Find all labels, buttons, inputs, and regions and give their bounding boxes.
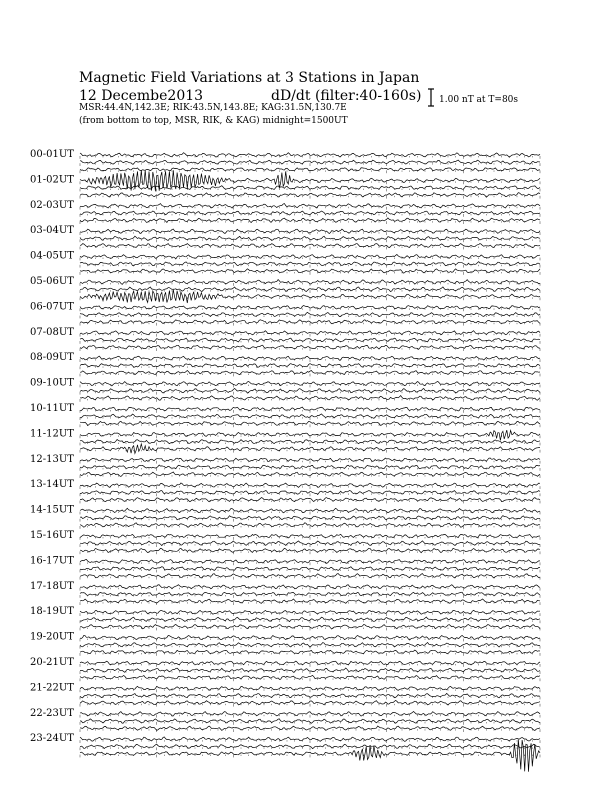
row-label: 22-23UT: [30, 707, 74, 719]
row-label: 16-17UT: [30, 555, 74, 567]
minute-ticks: [80, 577, 540, 580]
minute-ticks: [80, 323, 540, 326]
trace-area: [80, 153, 540, 772]
row-label: 06-07UT: [30, 301, 74, 313]
minute-ticks: [80, 341, 540, 344]
row-label: 04-05UT: [30, 250, 74, 262]
minute-ticks: [80, 392, 540, 395]
minute-ticks: [80, 715, 540, 718]
chart-subtitle: dD/dt (filter:40-160s): [271, 88, 422, 104]
minute-ticks: [80, 359, 540, 362]
minute-ticks: [80, 602, 540, 605]
minute-ticks: [80, 747, 540, 750]
minute-ticks: [80, 163, 540, 166]
minute-ticks: [80, 595, 540, 598]
minute-ticks: [80, 671, 540, 674]
scale-bar: [428, 89, 434, 106]
minute-ticks: [80, 334, 540, 337]
minute-ticks: [80, 189, 540, 192]
minute-ticks: [80, 207, 540, 210]
minute-ticks: [80, 258, 540, 261]
minute-ticks: [80, 399, 540, 402]
minute-ticks: [80, 501, 540, 504]
minute-ticks: [80, 729, 540, 732]
row-labels: [30, 149, 74, 744]
minute-ticks: [80, 519, 540, 522]
row-label: 00-01UT: [30, 149, 74, 160]
minute-ticks: [80, 468, 540, 471]
scale-bar-label: 1.00 nT at T=80s: [439, 95, 519, 105]
minute-ticks: [80, 628, 540, 631]
row-label: 02-03UT: [30, 199, 74, 211]
minute-ticks: [80, 308, 540, 311]
minute-ticks: [80, 570, 540, 573]
minute-ticks: [80, 410, 540, 413]
minute-ticks: [80, 493, 540, 496]
minute-ticks: [80, 385, 540, 388]
minute-ticks: [80, 265, 540, 268]
minute-ticks: [80, 740, 540, 743]
minute-ticks: [80, 297, 540, 300]
minute-ticks: [80, 678, 540, 681]
minute-ticks: [80, 562, 540, 565]
minute-ticks: [80, 620, 540, 623]
minute-ticks: [80, 537, 540, 540]
station-coordinates: MSR:44.4N,142.3E; RIK:43.5N,143.8E; KAG:31.5N,130.7E: [79, 103, 347, 113]
minute-ticks: [80, 247, 540, 250]
minute-ticks: [80, 551, 540, 554]
minute-ticks: [80, 272, 540, 275]
minute-ticks: [80, 366, 540, 369]
minute-ticks: [80, 443, 540, 446]
minute-ticks: [80, 221, 540, 224]
minute-ticks: [80, 526, 540, 529]
row-label: 03-04UT: [30, 225, 74, 237]
minute-ticks: [80, 348, 540, 351]
minute-ticks: [80, 646, 540, 649]
minute-ticks: [80, 374, 540, 377]
row-label: 12-13UT: [30, 453, 74, 465]
chart-date: 12 Decembe2013: [79, 88, 204, 104]
minute-ticks: [80, 232, 540, 235]
row-label: 07-08UT: [30, 326, 74, 338]
minute-ticks: [80, 639, 540, 642]
row-label: 09-10UT: [30, 377, 74, 389]
minute-ticks: [80, 664, 540, 667]
row-label: 19-20UT: [30, 631, 74, 643]
minute-ticks: [80, 697, 540, 700]
minute-ticks: [80, 486, 540, 489]
minute-ticks: [80, 689, 540, 692]
minute-ticks: [80, 461, 540, 464]
minute-ticks: [80, 424, 540, 427]
minute-ticks: [80, 196, 540, 199]
minute-ticks: [80, 316, 540, 319]
row-label: 14-15UT: [30, 504, 74, 516]
minute-ticks: [80, 653, 540, 656]
row-label: 17-18UT: [30, 580, 74, 592]
minute-ticks: [80, 417, 540, 420]
minute-ticks: [80, 156, 540, 159]
minute-ticks: [80, 544, 540, 547]
row-label: 18-19UT: [30, 606, 74, 618]
station-order-note: (from bottom to top, MSR, RIK, & KAG) midnight=1500UT: [79, 116, 348, 126]
minute-ticks: [80, 588, 540, 591]
row-label: 05-06UT: [30, 276, 74, 287]
minute-ticks: [80, 613, 540, 616]
minute-ticks: [80, 181, 540, 184]
minute-ticks: [80, 704, 540, 707]
row-label: 20-21UT: [30, 657, 74, 668]
trace-kag: [80, 430, 540, 440]
row-label: 01-02UT: [30, 174, 74, 186]
minute-ticks: [80, 755, 540, 758]
minute-ticks: [80, 512, 540, 515]
minute-ticks: [80, 283, 540, 286]
row-label: 08-09UT: [30, 352, 74, 364]
minute-ticks: [80, 214, 540, 217]
minute-ticks: [80, 450, 540, 453]
row-label: 13-14UT: [30, 479, 74, 491]
minute-ticks: [80, 475, 540, 478]
row-label: 10-11UT: [30, 403, 74, 414]
row-label: 21-22UT: [30, 682, 74, 694]
minute-ticks: [80, 722, 540, 725]
row-label: 11-12UT: [30, 428, 74, 440]
chart-title: Magnetic Field Variations at 3 Stations in Japan: [79, 70, 420, 86]
minute-ticks: [80, 435, 540, 438]
minute-ticks: [80, 239, 540, 242]
row-label: 15-16UT: [30, 530, 74, 541]
row-label: 23-24UT: [30, 733, 74, 745]
